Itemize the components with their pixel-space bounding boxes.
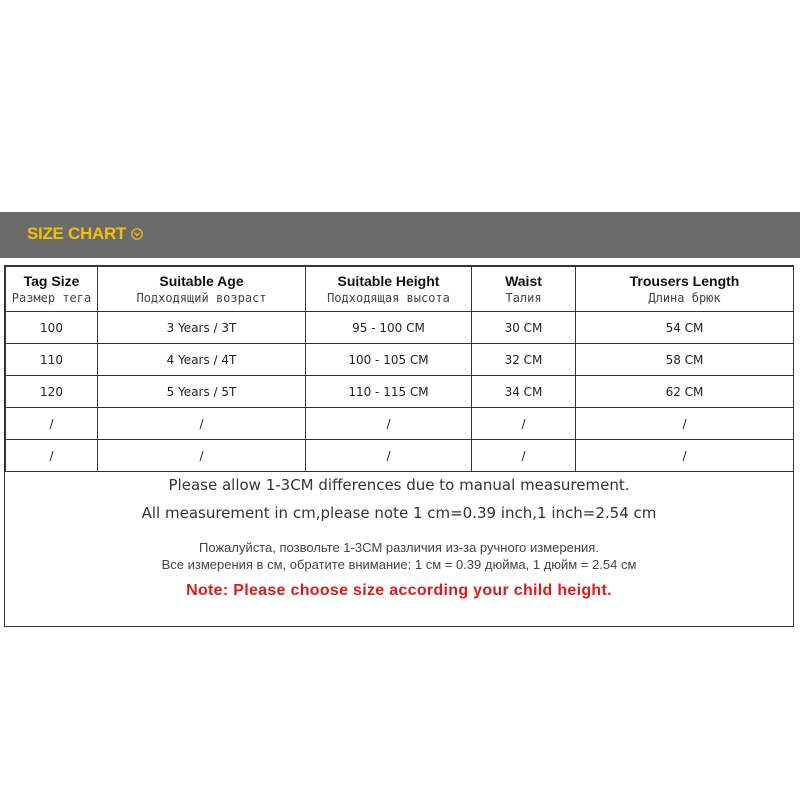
cell-trousers-length: 54 CM	[576, 312, 794, 344]
note-tolerance-ru: Пожалуйста, позвольте 1-3CM различия из-за ручного измерения.	[199, 540, 599, 555]
cell-age: 4 Years / 4T	[98, 344, 306, 376]
header-label-en: Suitable Height	[337, 273, 440, 289]
size-table	[5, 266, 794, 472]
cell-trousers-length: 62 CM	[576, 376, 794, 408]
header-waist	[472, 267, 576, 312]
cell-waist: /	[472, 440, 576, 472]
table-row	[6, 408, 794, 440]
cell-height: 100 - 105 CM	[306, 344, 472, 376]
table-row	[6, 376, 794, 408]
header-suitable-age	[98, 267, 306, 312]
cell-height: 95 - 100 CM	[306, 312, 472, 344]
size-chart-frame	[4, 265, 794, 627]
cell-tag-size: 120	[6, 376, 98, 408]
size-chart-banner	[0, 212, 800, 258]
chevron-down-circle-icon	[131, 228, 143, 240]
cell-waist: 32 CM	[472, 344, 576, 376]
table-row	[6, 440, 794, 472]
header-label-en: Trousers Length	[629, 273, 740, 289]
header-label-en: Suitable Age	[159, 273, 244, 289]
header-label-ru: Подходящий возраст	[136, 291, 267, 305]
table-header-row	[6, 267, 794, 312]
cell-tag-size: 110	[6, 344, 98, 376]
cell-height: 110 - 115 CM	[306, 376, 472, 408]
header-label-ru: Талия	[505, 291, 542, 305]
banner-title: SIZE CHART	[27, 224, 127, 243]
header-suitable-height	[306, 267, 472, 312]
cell-height: /	[306, 408, 472, 440]
note-units-en: All measurement in cm,please note 1 cm=0.39 inch,1 inch=2.54 cm	[141, 504, 657, 522]
cell-age: /	[98, 408, 306, 440]
cell-tag-size: /	[6, 440, 98, 472]
cell-age: /	[98, 440, 306, 472]
cell-trousers-length: 58 CM	[576, 344, 794, 376]
header-tag-size	[6, 267, 98, 312]
cell-waist: 30 CM	[472, 312, 576, 344]
header-label-ru: Подходящая высота	[327, 291, 450, 305]
table-row	[6, 312, 794, 344]
cell-age: 5 Years / 5T	[98, 376, 306, 408]
header-label-en: Waist	[505, 273, 542, 289]
cell-tag-size: /	[6, 408, 98, 440]
note-units-ru: Все измерения в см, обратите внимание: 1 см = 0.39 дюйма, 1 дюйм = 2.54 см	[161, 557, 637, 572]
note-tolerance-en: Please allow 1-3CM differences due to manual measurement.	[168, 476, 630, 494]
cell-age: 3 Years / 3T	[98, 312, 306, 344]
cell-tag-size: 100	[6, 312, 98, 344]
table-row	[6, 344, 794, 376]
header-label-en: Tag Size	[23, 273, 80, 289]
note-choose-by-height: Note: Please choose size according your child height.	[186, 582, 612, 599]
header-label-ru: Размер тега	[11, 291, 92, 305]
header-trousers-length	[576, 267, 794, 312]
cell-height: /	[306, 440, 472, 472]
cell-trousers-length: /	[576, 440, 794, 472]
measurement-notes	[5, 471, 793, 600]
header-label-ru: Длина брюк	[648, 291, 721, 305]
cell-trousers-length: /	[576, 408, 794, 440]
cell-waist: /	[472, 408, 576, 440]
cell-waist: 34 CM	[472, 376, 576, 408]
